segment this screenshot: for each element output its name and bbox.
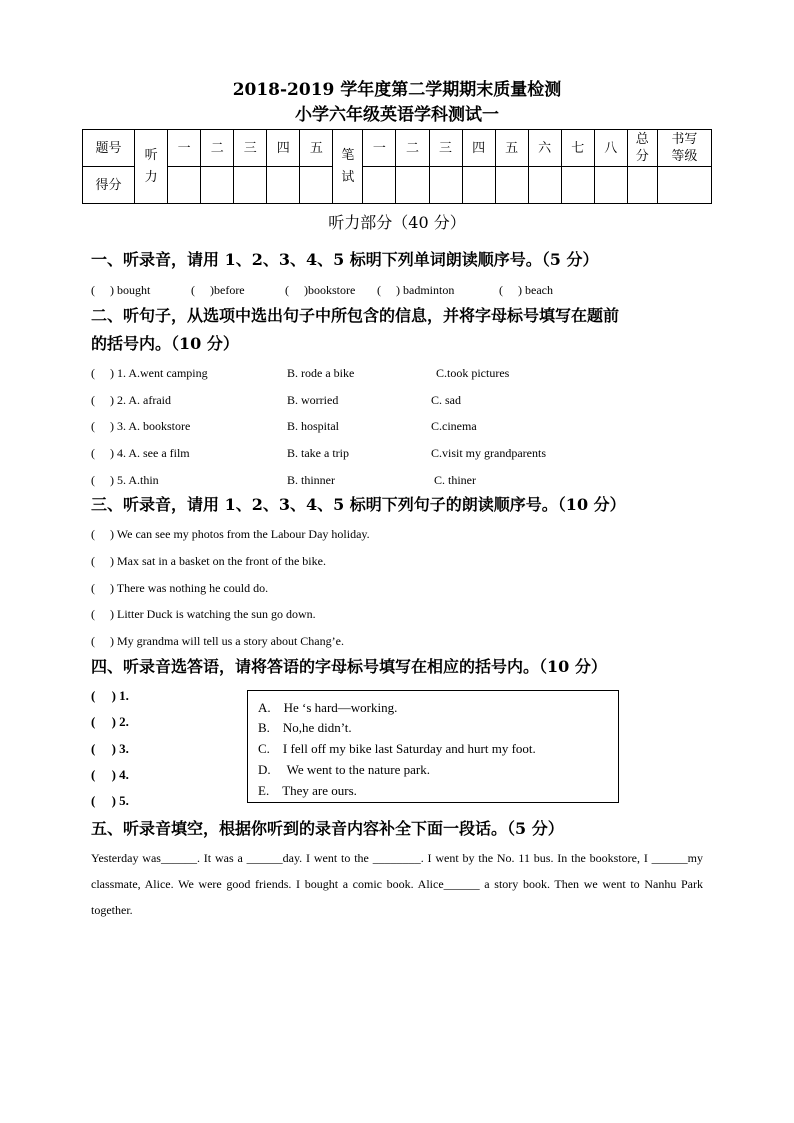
score-cell[interactable] xyxy=(528,167,561,204)
q2-row-4-b: B. take a trip xyxy=(287,446,349,460)
total-label: 总分 xyxy=(635,132,649,164)
q4-item-5[interactable]: ( ) 5. xyxy=(91,793,129,808)
q3-item-2[interactable]: ( ) Max sat in a basket on the front of the bike. xyxy=(91,554,326,568)
score-cell[interactable] xyxy=(462,167,495,204)
q2-row-2-b: B. worried xyxy=(287,393,339,407)
q4-answer-e: E. They are ours. xyxy=(258,783,357,798)
q5-paragraph[interactable]: Yesterday was______. It was a ______day. I went to the ________. I went by the No. 11 bus. In the bookstore, I ______my classmate, Alice. We were good friends. I bought a comic book. Alice______ a story book. Then we went to Nanhu Park together. xyxy=(91,851,703,917)
q3-item-1[interactable]: ( ) We can see my photos from the Labour Day holiday. xyxy=(91,527,370,541)
exam-subtitle: 小学六年级英语学科测试一 xyxy=(295,105,499,125)
q2-row-3-c: C.cinema xyxy=(431,419,477,433)
score-cell[interactable] xyxy=(594,167,627,204)
written-col-1: 一 xyxy=(363,130,396,167)
q4-answer-b: B. No,he didn’t. xyxy=(258,720,352,735)
written-col-6: 六 xyxy=(528,130,561,167)
total-score-cell[interactable] xyxy=(627,167,657,204)
q4-heading: 四、听录音选答语，请将答语的字母标号填写在相应的括号内。（10 分） xyxy=(91,657,607,676)
listening-col-4: 四 xyxy=(267,130,300,167)
listening-col-5: 五 xyxy=(300,130,333,167)
score-table xyxy=(82,129,712,204)
writing-grade-label: 书写等级 xyxy=(671,132,698,164)
listening-col-1: 一 xyxy=(168,130,201,167)
q2-heading-line2: 的括号内。（10 分） xyxy=(91,334,239,353)
listening-label: 听力 xyxy=(144,147,158,185)
listening-col-3: 三 xyxy=(234,130,267,167)
q4-answer-box xyxy=(247,690,619,803)
q3-heading: 三、听录音，请用 1、2、3、4、5 标明下列句子的朗读顺序号。（10 分） xyxy=(91,495,626,514)
q2-row-5-b: B. thinner xyxy=(287,473,335,487)
listening-part-heading: 听力部分（40 分） xyxy=(328,213,466,232)
written-col-2: 二 xyxy=(396,130,429,167)
score-cell[interactable] xyxy=(561,167,594,204)
q4-item-3[interactable]: ( ) 3. xyxy=(91,741,129,756)
score-cell[interactable] xyxy=(168,167,201,204)
q4-item-1[interactable]: ( ) 1. xyxy=(91,688,129,703)
q2-row-3-b: B. hospital xyxy=(287,419,340,433)
score-cell[interactable] xyxy=(495,167,528,204)
q3-item-5[interactable]: ( ) My grandma will tell us a story about Chang’e. xyxy=(91,634,344,648)
score-cell[interactable] xyxy=(267,167,300,204)
writing-grade-cell[interactable] xyxy=(657,167,711,204)
listening-header xyxy=(135,130,168,204)
q2-row-2-a[interactable]: ( ) 2. A. afraid xyxy=(91,393,171,407)
q1-heading: 一、听录音，请用 1、2、3、4、5 标明下列单词朗读顺序号。（5 分） xyxy=(91,250,599,269)
written-col-7: 七 xyxy=(561,130,594,167)
q1-item-1[interactable]: ( ) bought xyxy=(91,283,151,297)
q4-item-4[interactable]: ( ) 4. xyxy=(91,767,129,782)
q2-row-5-c: C. thiner xyxy=(434,473,476,487)
q4-answer-c: C. I fell off my bike last Saturday and hurt my foot. xyxy=(258,741,536,756)
score-cell[interactable] xyxy=(201,167,234,204)
q5-heading: 五、听录音填空，根据你听到的录音内容补全下面一段话。（5 分） xyxy=(91,819,564,838)
q4-answer-a: A. He ‘s hard—working. xyxy=(258,700,398,715)
written-col-5: 五 xyxy=(495,130,528,167)
q1-item-3[interactable]: ( )bookstore xyxy=(285,283,356,297)
written-col-4: 四 xyxy=(462,130,495,167)
q2-row-3-a[interactable]: ( ) 3. A. bookstore xyxy=(91,419,191,433)
row-label-score: 得分 xyxy=(83,167,135,204)
q2-row-1-a[interactable]: ( ) 1. A.went camping xyxy=(91,366,208,380)
exam-title: 2018-2019 学年度第二学期期末质量检测 xyxy=(232,80,562,100)
row-label-question-number: 题号 xyxy=(83,130,135,167)
written-label: 笔试 xyxy=(341,147,355,185)
q3-item-3[interactable]: ( ) There was nothing he could do. xyxy=(91,581,269,595)
written-header xyxy=(333,130,363,204)
score-cell[interactable] xyxy=(363,167,396,204)
written-col-3: 三 xyxy=(429,130,462,167)
total-header xyxy=(627,130,657,167)
q1-item-4[interactable]: ( ) badminton xyxy=(377,283,455,297)
score-cell[interactable] xyxy=(429,167,462,204)
q1-item-5[interactable]: ( ) beach xyxy=(499,283,553,297)
q1-item-2[interactable]: ( )before xyxy=(191,283,245,297)
q2-row-4-a[interactable]: ( ) 4. A. see a film xyxy=(91,446,190,460)
q2-row-2-c: C. sad xyxy=(431,393,461,407)
q2-row-5-a[interactable]: ( ) 5. A.thin xyxy=(91,473,159,487)
q2-row-1-c: C.took pictures xyxy=(436,366,510,380)
q3-item-4[interactable]: ( ) Litter Duck is watching the sun go down. xyxy=(91,607,316,621)
q4-answer-d: D. We went to the nature park. xyxy=(258,762,430,777)
written-col-8: 八 xyxy=(594,130,627,167)
score-cell[interactable] xyxy=(234,167,267,204)
q4-item-2[interactable]: ( ) 2. xyxy=(91,714,129,729)
listening-col-2: 二 xyxy=(201,130,234,167)
score-cell[interactable] xyxy=(300,167,333,204)
q2-row-1-b: B. rode a bike xyxy=(287,366,355,380)
q2-heading-line1: 二、听句子，从选项中选出句子中所包含的信息，并将字母标号填写在题前 xyxy=(91,306,620,325)
writing-grade-header xyxy=(657,130,711,167)
q2-row-4-c: C.visit my grandparents xyxy=(431,446,546,460)
score-cell[interactable] xyxy=(396,167,429,204)
